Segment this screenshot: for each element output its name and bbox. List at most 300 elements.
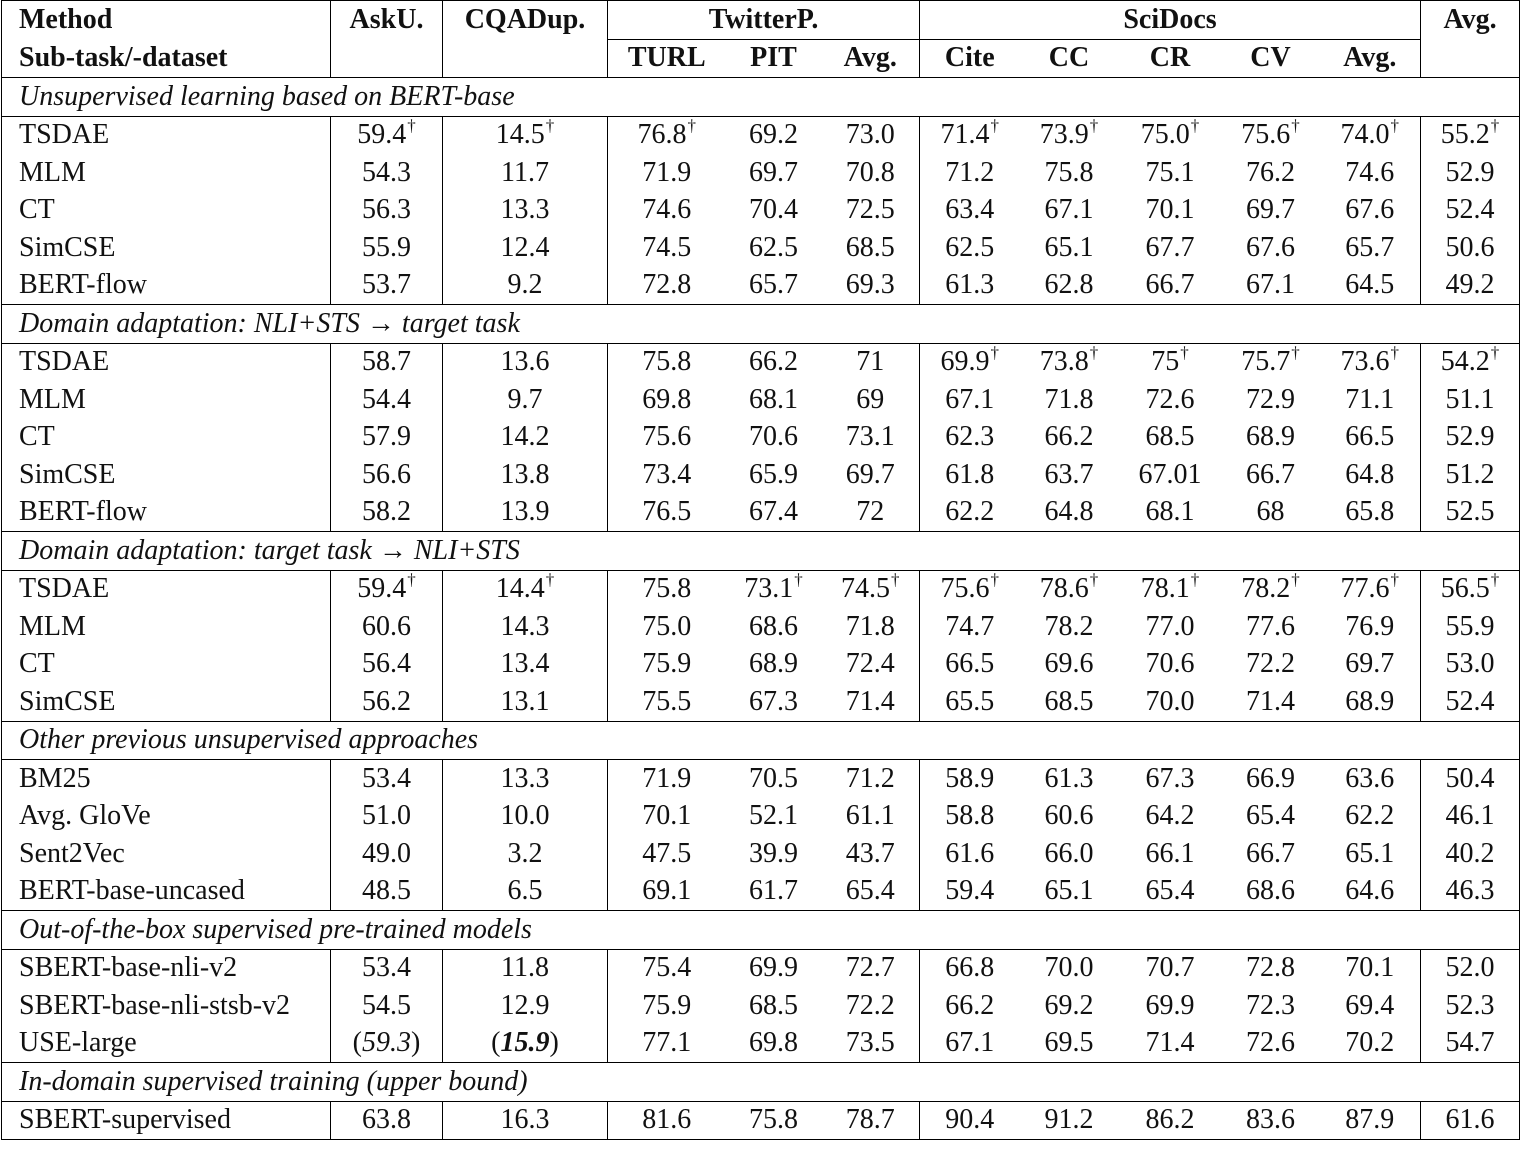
score-cell-cqadup [443, 229, 608, 267]
score-value: 49.0 [362, 837, 411, 869]
score-value: 70.5 [749, 762, 798, 794]
score-cell-scidocs-avg [1320, 646, 1421, 684]
score-value: 39.9 [749, 837, 798, 869]
score-value: 68.1 [749, 383, 798, 415]
section-title: In-domain supervised training (upper bound) [2, 1063, 1520, 1102]
score-cell-scidocs-avg [1320, 1101, 1421, 1140]
score-value: 77.1 [642, 1027, 692, 1059]
score-cell-pit [726, 192, 822, 230]
score-cell-twitterp-avg [822, 835, 920, 873]
score-cell-cite [920, 494, 1020, 532]
score-cell-twitterp-avg [822, 760, 920, 798]
score-value: 70.6 [1145, 648, 1195, 680]
score-value: 73.8 [1039, 346, 1089, 378]
score-cell-asku [331, 494, 443, 532]
score-cell-scidocs-avg [1320, 1025, 1421, 1063]
method-cell: TSDAE [2, 116, 331, 154]
table-row [2, 608, 1520, 646]
score-cell-asku [331, 760, 443, 798]
score-cell-pit [726, 683, 822, 721]
score-value: 66.2 [945, 989, 995, 1021]
score-value: 67.6 [1345, 194, 1395, 226]
score-cell-cv [1222, 116, 1320, 154]
results-table [1, 0, 1520, 1140]
score-value: 58.7 [362, 346, 411, 378]
score-value: 68.5 [1145, 421, 1195, 453]
score-cell-turl [608, 419, 726, 457]
score-value: 61.7 [749, 875, 798, 907]
header-cc: CC [1048, 42, 1090, 74]
header-scidocs: SciDocs [920, 1, 1421, 40]
score-cell-cv [1222, 873, 1320, 911]
score-cell-pit [726, 116, 822, 154]
score-value: 72.8 [1246, 952, 1296, 984]
method-cell: MLM [2, 381, 331, 419]
score-cell-asku [331, 1025, 443, 1063]
score-cell-cr [1119, 419, 1222, 457]
score-value: 65.8 [1345, 496, 1395, 528]
score-cell-pit [726, 419, 822, 457]
dagger-mark: † [1390, 115, 1400, 135]
score-cell-turl [608, 760, 726, 798]
score-cell-twitterp-avg [822, 683, 920, 721]
score-value: 66.2 [749, 346, 798, 378]
score-value: 72.8 [642, 269, 692, 301]
score-value: 48.5 [362, 875, 411, 907]
method-cell: SBERT-base-nli-stsb-v2 [2, 987, 331, 1025]
score-cell-cr [1119, 798, 1222, 836]
score-cell-twitterp-avg [822, 192, 920, 230]
score-value: 46.1 [1445, 800, 1495, 832]
score-value: 53.0 [1445, 648, 1495, 680]
score-cell-cqadup [443, 116, 608, 154]
score-value: 81.6 [642, 1104, 692, 1136]
score-value: 75.8 [642, 573, 692, 605]
score-value: 61.6 [1445, 1104, 1495, 1136]
score-value: 62.5 [945, 231, 995, 263]
table-row [2, 835, 1520, 873]
score-cell-cqadup [443, 419, 608, 457]
score-cell-cqadup [443, 267, 608, 305]
score-value: 76.5 [642, 496, 692, 528]
score-cell-cv [1222, 570, 1320, 608]
score-value: 67.3 [1145, 762, 1195, 794]
score-value: 78.1 [1140, 573, 1190, 605]
score-value: 67.6 [1246, 231, 1296, 263]
score-cell-avg [1421, 192, 1520, 230]
score-cell-cqadup [443, 949, 608, 987]
score-cell-cr [1119, 683, 1222, 721]
score-value: 56.3 [362, 194, 411, 226]
score-value: 77.6 [1246, 610, 1296, 642]
header-pit: PIT [750, 42, 797, 74]
table-row [2, 192, 1520, 230]
score-value: 54.7 [1445, 1027, 1495, 1059]
table-row [2, 419, 1520, 457]
score-cell-avg [1421, 1101, 1520, 1140]
score-cell-scidocs-avg [1320, 419, 1421, 457]
score-value: 75.8 [1044, 156, 1094, 188]
score-value: 63.4 [945, 194, 995, 226]
score-value: 74.0 [1340, 119, 1390, 151]
score-cell-scidocs-avg [1320, 154, 1421, 192]
score-cell-twitterp-avg [822, 381, 920, 419]
score-cell-asku [331, 419, 443, 457]
score-value: 67.4 [749, 496, 798, 528]
score-value: 53.7 [362, 269, 411, 301]
score-cell-twitterp-avg [822, 267, 920, 305]
score-value: 52.9 [1445, 156, 1495, 188]
score-value: 86.2 [1145, 1104, 1195, 1136]
score-cell-cr [1119, 343, 1222, 381]
dagger-mark: † [1390, 342, 1400, 362]
score-value: 65.4 [1246, 800, 1296, 832]
score-value: 68.9 [1345, 685, 1395, 717]
score-cell-cv [1222, 1101, 1320, 1140]
score-cell-pit [726, 456, 822, 494]
score-cell-avg [1421, 949, 1520, 987]
score-cell-asku [331, 835, 443, 873]
score-value: 71.1 [1345, 383, 1395, 415]
score-cell-scidocs-avg [1320, 267, 1421, 305]
score-value: 68.5 [749, 989, 798, 1021]
score-cell-avg [1421, 456, 1520, 494]
score-cell-cite [920, 646, 1020, 684]
score-cell-cr [1119, 835, 1222, 873]
score-value: 75.6 [642, 421, 692, 453]
score-cell-avg [1421, 116, 1520, 154]
dagger-mark: † [990, 569, 1000, 589]
score-value: 71 [856, 346, 885, 378]
score-value: 69.4 [1345, 989, 1395, 1021]
score-value: 75.8 [749, 1104, 798, 1136]
method-cell: BERT-base-uncased [2, 873, 331, 911]
score-value: 64.5 [1345, 269, 1395, 301]
score-value: 68.9 [1246, 421, 1296, 453]
score-cell-cv [1222, 192, 1320, 230]
score-cell-cv [1222, 154, 1320, 192]
score-cell-turl [608, 116, 726, 154]
open-paren: ( [352, 1027, 362, 1059]
score-value: 71.8 [1044, 383, 1094, 415]
method-cell: CT [2, 646, 331, 684]
method-cell: TSDAE [2, 343, 331, 381]
score-cell-asku [331, 267, 443, 305]
score-cell-cc [1020, 760, 1119, 798]
score-cell-cr [1119, 116, 1222, 154]
score-value: 52.4 [1445, 194, 1495, 226]
score-value: 61.6 [945, 837, 995, 869]
score-value: 71.2 [945, 156, 995, 188]
score-value: 56.2 [362, 685, 411, 717]
score-cell-cite [920, 1101, 1020, 1140]
score-cell-cc [1020, 798, 1119, 836]
score-cell-cite [920, 192, 1020, 230]
score-value: 74.5 [841, 573, 890, 605]
score-cell-asku [331, 116, 443, 154]
score-value: 72.9 [1246, 383, 1296, 415]
score-cell-cite [920, 229, 1020, 267]
score-value: 62.5 [749, 231, 798, 263]
score-value: 52.9 [1445, 421, 1495, 453]
score-value: 13.4 [500, 648, 550, 680]
dagger-mark: † [1089, 569, 1099, 589]
score-value: 64.6 [1345, 875, 1395, 907]
header-turl: TURL [608, 39, 726, 78]
header-row-2 [2, 39, 1520, 78]
method-cell: BERT-flow [2, 494, 331, 532]
score-cell-cite [920, 381, 1020, 419]
score-value: 58.9 [945, 762, 995, 794]
score-cell-cqadup [443, 381, 608, 419]
score-cell-cqadup [443, 1101, 608, 1140]
score-value: 72.3 [1246, 989, 1296, 1021]
score-cell-cqadup [443, 494, 608, 532]
score-value: 56.5 [1440, 573, 1490, 605]
score-cell-twitterp-avg [822, 608, 920, 646]
score-cell-cite [920, 798, 1020, 836]
score-cell-avg [1421, 343, 1520, 381]
score-cell-pit [726, 835, 822, 873]
score-value: 70.1 [642, 800, 692, 832]
score-cell-scidocs-avg [1320, 949, 1421, 987]
score-value: 52.3 [1445, 989, 1495, 1021]
score-value: 3.2 [507, 837, 543, 869]
score-cell-cc [1020, 494, 1119, 532]
header-row-1 [2, 1, 1520, 40]
header-avg-spacer [1421, 39, 1520, 78]
score-cell-avg [1421, 873, 1520, 911]
score-cell-turl [608, 494, 726, 532]
table-row [2, 343, 1520, 381]
score-value: 75.6 [1241, 119, 1291, 151]
score-value: 69.2 [1044, 989, 1094, 1021]
score-value: 13.6 [500, 346, 550, 378]
score-value: 62.8 [1044, 269, 1094, 301]
score-value: 71.9 [642, 762, 692, 794]
score-cell-asku [331, 608, 443, 646]
dagger-mark: † [407, 569, 416, 589]
score-value: 76.2 [1246, 156, 1296, 188]
score-value: 55.9 [1445, 610, 1495, 642]
header-avg: Avg. [1421, 1, 1520, 40]
score-cell-turl [608, 229, 726, 267]
method-cell: SBERT-supervised [2, 1101, 331, 1140]
score-value: 69.7 [749, 156, 798, 188]
score-cell-cv [1222, 381, 1320, 419]
dagger-mark: † [1490, 569, 1500, 589]
score-cell-cr [1119, 154, 1222, 192]
score-value: 72.6 [1246, 1027, 1296, 1059]
score-value: 70.4 [749, 194, 798, 226]
score-value: 70.1 [1145, 194, 1195, 226]
table-row [2, 494, 1520, 532]
score-cell-avg [1421, 570, 1520, 608]
score-cell-asku [331, 456, 443, 494]
score-cell-pit [726, 646, 822, 684]
score-cell-cc [1020, 1101, 1119, 1140]
score-value: 67.1 [945, 1027, 995, 1059]
score-cell-cr [1119, 873, 1222, 911]
header-method: Method [2, 1, 331, 40]
score-value: 65.5 [945, 685, 995, 717]
score-cell-cr [1119, 760, 1222, 798]
score-cell-cite [920, 608, 1020, 646]
score-value: 75.0 [642, 610, 692, 642]
score-cell-cc [1020, 192, 1119, 230]
method-cell: SimCSE [2, 683, 331, 721]
score-cell-asku [331, 192, 443, 230]
table-row [2, 116, 1520, 154]
dagger-mark: † [990, 342, 1000, 362]
score-value: 62.2 [1345, 800, 1395, 832]
score-cell-cr [1119, 192, 1222, 230]
score-value: 63.8 [362, 1104, 411, 1136]
score-value: 66.5 [1345, 421, 1395, 453]
score-cell-cv [1222, 494, 1320, 532]
score-cell-cc [1020, 267, 1119, 305]
dagger-mark: † [891, 569, 900, 589]
table-row [2, 456, 1520, 494]
header-asku: AskU. [331, 1, 443, 40]
section-title: Domain adaptation: NLI+STS → target task [2, 305, 1520, 344]
score-cell-scidocs-avg [1320, 760, 1421, 798]
header-asku-spacer [331, 39, 443, 78]
dagger-mark: † [1390, 569, 1400, 589]
score-cell-cqadup [443, 835, 608, 873]
score-cell-asku [331, 229, 443, 267]
score-cell-turl [608, 949, 726, 987]
score-cell-cc [1020, 116, 1119, 154]
score-value: 77.0 [1145, 610, 1195, 642]
score-cell-cqadup [443, 683, 608, 721]
score-value: 57.9 [362, 421, 411, 453]
score-cell-twitterp-avg [822, 987, 920, 1025]
score-value: 60.6 [1044, 800, 1094, 832]
score-value: 69.2 [749, 119, 798, 151]
table-row [2, 646, 1520, 684]
score-cell-cite [920, 116, 1020, 154]
score-cell-cc [1020, 229, 1119, 267]
parenthesized-score [353, 1027, 421, 1058]
dagger-mark: † [545, 569, 555, 589]
score-value: 71.4 [1246, 685, 1296, 717]
score-cell-cite [920, 987, 1020, 1025]
score-value: 69.3 [845, 269, 895, 301]
method-cell: MLM [2, 154, 331, 192]
score-cell-cqadup [443, 456, 608, 494]
score-cell-cc [1020, 683, 1119, 721]
score-value: 71.4 [845, 685, 895, 717]
score-cell-turl [608, 192, 726, 230]
score-value: 61.8 [945, 458, 995, 490]
score-cell-twitterp-avg [822, 456, 920, 494]
score-value: 69.9 [940, 346, 990, 378]
method-cell: TSDAE [2, 570, 331, 608]
score-value: 66.7 [1145, 269, 1195, 301]
score-cell-cc [1020, 381, 1119, 419]
score-cell-cc [1020, 835, 1119, 873]
score-cell-cr [1119, 456, 1222, 494]
score-value: 12.4 [500, 231, 550, 263]
score-cell-avg [1421, 154, 1520, 192]
method-cell: USE-large [2, 1025, 331, 1063]
score-cell-cr [1119, 267, 1222, 305]
score-value: 13.1 [500, 685, 550, 717]
score-value: 69.7 [845, 458, 895, 490]
score-value: 75.4 [642, 952, 692, 984]
score-value: 67.1 [1044, 194, 1094, 226]
dagger-mark: † [1291, 342, 1300, 362]
score-cell-cr [1119, 1101, 1222, 1140]
score-cell-cv [1222, 949, 1320, 987]
score-cell-twitterp-avg [822, 949, 920, 987]
score-value: 65.4 [845, 875, 895, 907]
score-value: 54.3 [362, 156, 411, 188]
score-value: 75.1 [1145, 156, 1195, 188]
score-cell-twitterp-avg [822, 1025, 920, 1063]
score-cell-cv [1222, 760, 1320, 798]
score-cell-turl [608, 267, 726, 305]
score-cell-cv [1222, 419, 1320, 457]
score-value: 68.6 [749, 610, 798, 642]
score-cell-cv [1222, 267, 1320, 305]
header-subtask: Sub-task/-dataset [2, 39, 331, 78]
score-cell-cr [1119, 381, 1222, 419]
score-value: 90.4 [945, 1104, 995, 1136]
score-value: 69.7 [1345, 648, 1395, 680]
method-cell: BM25 [2, 760, 331, 798]
score-cell-twitterp-avg [822, 419, 920, 457]
score-value: 64.2 [1145, 800, 1195, 832]
score-cell-cqadup [443, 873, 608, 911]
score-cell-cv [1222, 343, 1320, 381]
score-cell-cc [1020, 154, 1119, 192]
score-cell-cv [1222, 608, 1320, 646]
method-cell: MLM [2, 608, 331, 646]
method-cell: CT [2, 419, 331, 457]
score-value: 50.4 [1445, 762, 1495, 794]
score-value: 75.6 [940, 573, 990, 605]
score-cell-cc [1020, 949, 1119, 987]
score-cell-pit [726, 798, 822, 836]
score-cell-twitterp-avg [822, 494, 920, 532]
dagger-mark: † [407, 115, 416, 135]
score-cell-pit [726, 987, 822, 1025]
score-cell-cr [1119, 229, 1222, 267]
score-cell-pit [726, 381, 822, 419]
score-value: 59.4 [945, 875, 995, 907]
score-value: 72.7 [845, 952, 895, 984]
score-value: 70.1 [1345, 952, 1395, 984]
score-value: 70.0 [1145, 685, 1195, 717]
score-value: 43.7 [845, 837, 895, 869]
score-cell-twitterp-avg [822, 343, 920, 381]
score-cell-avg [1421, 798, 1520, 836]
score-cell-scidocs-avg [1320, 343, 1421, 381]
score-value: 12.9 [500, 989, 550, 1021]
score-cell-turl [608, 456, 726, 494]
score-value: 64.8 [1044, 496, 1094, 528]
table-row [2, 570, 1520, 608]
score-value: 73.1 [744, 573, 794, 605]
dagger-mark: † [1291, 115, 1300, 135]
method-cell: SimCSE [2, 456, 331, 494]
score-cell-pit [726, 494, 822, 532]
table-row [2, 683, 1520, 721]
score-value: 14.4 [495, 573, 545, 605]
score-cell-scidocs-avg [1320, 381, 1421, 419]
